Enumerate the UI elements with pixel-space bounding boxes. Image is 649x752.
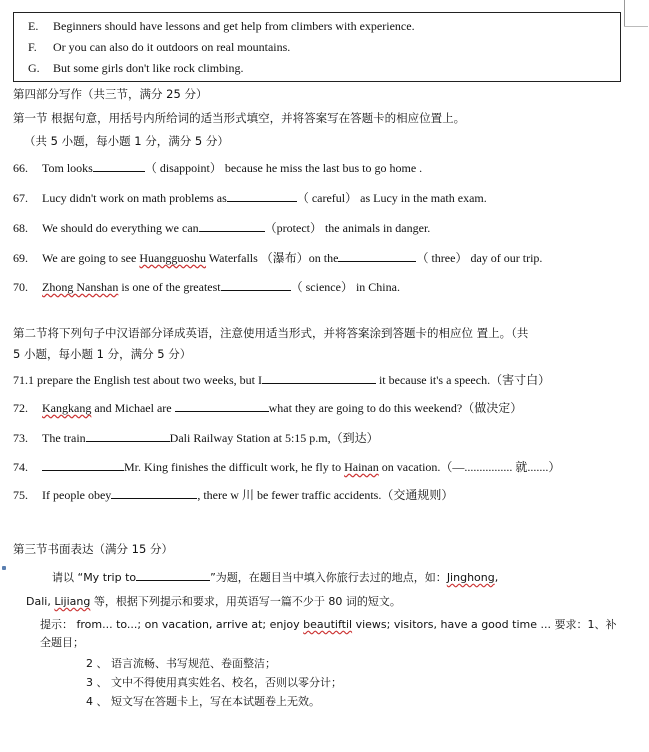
title-blank[interactable] xyxy=(136,568,210,581)
part4-title: 第四部分写作（共三节，满分 25 分） xyxy=(13,87,208,101)
answer-blank-68[interactable] xyxy=(199,219,265,232)
question-75: 75. If people obey , there w 川 be fewer traffic accidents.（交通规则） xyxy=(13,488,454,502)
question-68: 68. We should do everything we can （protect） the animals in danger. xyxy=(13,221,431,235)
answer-blank-73[interactable] xyxy=(86,429,170,442)
section1-instruction: 第一节 根据句意，用括号内所给词的适当形式填空，并将答案写在答题卡的相应位置上。 xyxy=(13,111,466,125)
question-73: 73. The train Dali Railway Station at 5:15 p.m,（到达） xyxy=(13,431,379,445)
question-69: 69. We are going to see Huangguoshu Waterfalls （瀑布）on the （ three） day of our trip. xyxy=(13,251,543,265)
page-edge-line xyxy=(624,0,625,26)
question-66: 66. Tom looks （ disappoint） because he miss the last bus to go home . xyxy=(13,161,423,175)
answer-blank-67[interactable] xyxy=(227,189,297,202)
section2-score: 5 小题，每小题 1 分，满分 5 分） xyxy=(13,347,192,361)
requirement-4: 4 、 短文写在答题卡上，写在本试题卷上无效。 xyxy=(86,695,320,708)
question-72: 72. Kangkang and Michael are what they are going to do this weekend?（做决定） xyxy=(13,401,523,415)
answer-blank-66[interactable] xyxy=(93,159,145,172)
section3-hints-cont: 全题目； xyxy=(40,636,84,649)
option-e: E. Beginners should have lessons and get help from climbers with experience. xyxy=(28,19,415,33)
section3-hints: 提示： from... to...; on vacation, arrive at; enjoy beautiftil views; visitors, have a good time ... 要求：1、补 xyxy=(40,618,617,631)
option-f: F. Or you can also do it outdoors on real mountains. xyxy=(28,40,291,54)
options-box xyxy=(13,12,621,82)
page-edge-tick xyxy=(624,26,648,27)
question-70: 70. Zhong Nanshan is one of the greatest （ science） in China. xyxy=(13,280,400,294)
answer-blank-75[interactable] xyxy=(111,486,197,499)
section3-title: 第三节书面表达（满分 15 分） xyxy=(13,542,173,556)
question-67: 67. Lucy didn't work on math problems as （ careful） as Lucy in the math exam. xyxy=(13,191,487,205)
question-71: 71.1 prepare the English test about two weeks, but I it because it's a speech.（害寸白） xyxy=(13,373,551,387)
section1-score: （共 5 小题，每小题 1 分，满分 5 分） xyxy=(24,134,229,148)
question-74: 74. Mr. King finishes the difficult work, he fly to Hainan on vacation.（—................ 就.......） xyxy=(13,460,561,474)
section2-instruction: 第二节将下列句子中汉语部分译成英语，注意使用适当形式，并将答案涂到答题卡的相应位 置上。（共 xyxy=(13,326,529,340)
answer-blank-70[interactable] xyxy=(221,278,291,291)
answer-blank-72[interactable] xyxy=(175,399,269,412)
answer-blank-74[interactable] xyxy=(42,458,124,471)
margin-marker xyxy=(2,566,6,570)
option-g: G. But some girls don't like rock climbing. xyxy=(28,61,244,75)
requirement-3: 3 、 文中不得使用真实姓名、校名，否则以零分计； xyxy=(86,676,342,689)
section3-prompt-line2: Dali, Lijiang 等，根据下列提示和要求，用英语写一篇不少于 80 词的短文。 xyxy=(26,595,401,608)
answer-blank-71[interactable] xyxy=(262,371,376,384)
requirement-2: 2 、 语言流畅、书写规范、卷面整洁； xyxy=(86,657,276,670)
answer-blank-69[interactable] xyxy=(338,249,416,262)
section3-prompt-line1: 请以 “My trip to ”为题，在题目当中填入你旅行去过的地点，如：Jinghong, xyxy=(52,568,498,585)
